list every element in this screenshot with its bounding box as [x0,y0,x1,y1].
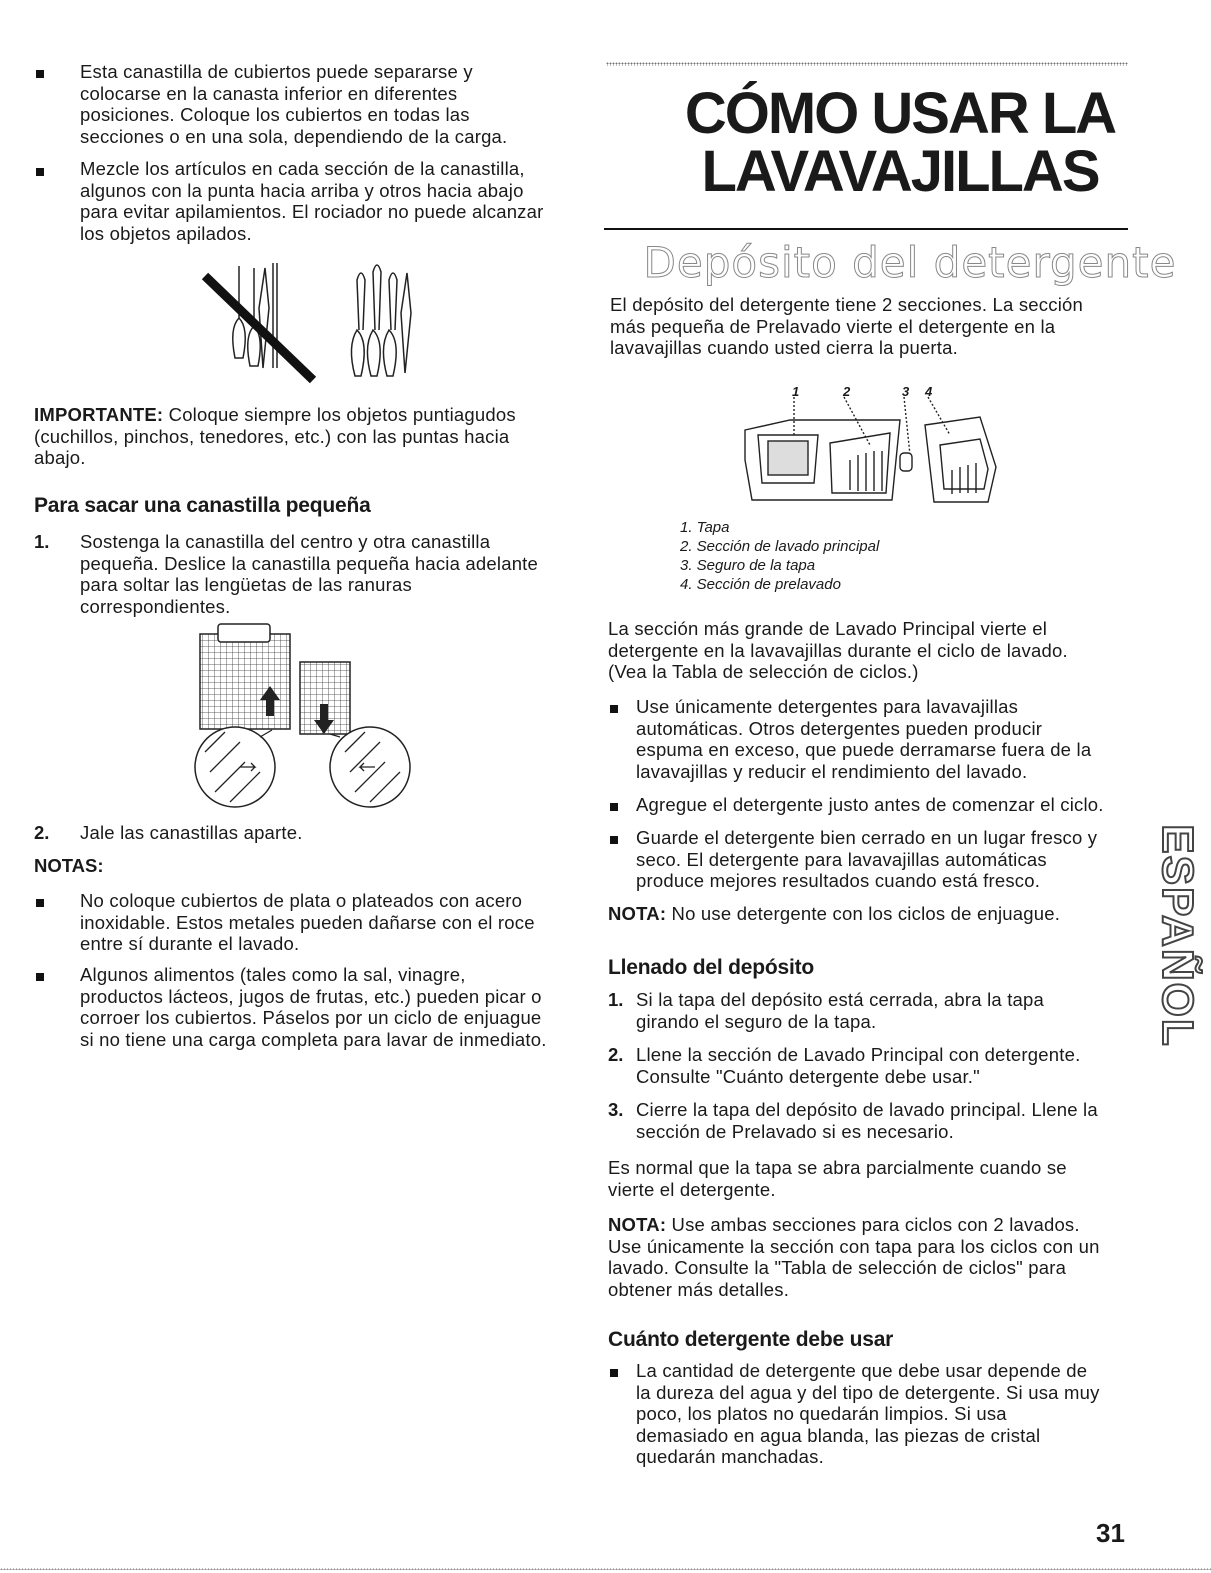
basket-illustration [190,622,420,812]
step-text: Si la tapa del depósito está cerrada, abra la tapa girando el seguro de la tapa. [636,989,1045,1032]
callout-3: 3 [902,384,910,399]
step-number: 3. [608,1099,624,1120]
heading-detergent-amount: Cuánto detergente debe usar [608,1328,894,1351]
top-dotted-rule [606,62,1128,66]
bottom-dotted-rule [0,1568,1211,1570]
title-rule [604,228,1128,230]
note-rinse: NOTA: No use detergente con los ciclos de enjuague. [608,903,1061,924]
callout-4: 4 [925,384,933,399]
bullet-marker [36,899,44,907]
bullet-text: Agregue el detergente justo antes de comenzar el ciclo. [636,794,1104,815]
page-title-line2: LAVAVAJILLAS [701,139,1099,204]
step-number: 2. [608,1044,624,1065]
bullet-marker [36,973,44,981]
page-number: 31 [1096,1518,1125,1548]
step-number: 2. [34,822,50,843]
note-text: No coloque cubiertos de plata o plateados con acero inoxidable. Estos metales pueden dañarse con el roce entre sí durante el lavado. [80,890,535,954]
bullet-text: Mezcle los artículos en cada sección de la canastilla, algunos con la punta hacia arriba y otros hacia abajo para evitar apilamientos. El rociador no puede alcanzar los objetos apilados. [80,158,544,244]
bullet-marker [610,836,618,844]
section-title: Depósito del detergente [643,238,1177,287]
bullet-marker [36,168,44,176]
step-text: Llene la sección de Lavado Principal con detergente. Consulte "Cuánto detergente debe usar." [636,1044,1081,1087]
callout-2: 2 [843,384,851,399]
callout-1: 1 [792,384,800,399]
cutlery-illustration [195,258,425,388]
step-number: 1. [608,989,624,1010]
bullet-marker [36,70,44,78]
bullet-marker [610,803,618,811]
caption-list: 1. Tapa 2. Sección de lavado principal 3. Seguro de la tapa 4. Sección de prelavado [680,519,880,593]
notes-heading: NOTAS: [34,855,104,876]
intro-text: El depósito del detergente tiene 2 secciones. La sección más pequeña de Prelavado vierte el detergente en la lavavajillas cuando usted cierra la puerta. [610,294,1083,358]
note-two-washes: NOTA: Use ambas secciones para ciclos con 2 lavados. Use únicamente la sección con tapa para los ciclos con un lavado. Consulte la "Tabla de selección de ciclos" para obtener más detalles. [608,1214,1100,1300]
bullet-marker [610,1369,618,1377]
step-number: 1. [34,531,50,552]
heading-fill-dispenser: Llenado del depósito [608,956,815,979]
bullet-text: Guarde el detergente bien cerrado en un lugar fresco y seco. El detergente para lavavajillas automáticas produce mejores resultados cuando está fresco. [636,827,1098,891]
normal-text: Es normal que la tapa se abra parcialmente cuando se vierte el detergente. [608,1157,1067,1200]
bullet-text: Use únicamente detergentes para lavavajillas automáticas. Otros detergentes pueden producir espuma en exceso, que puede derramarse fuera de la lavavajillas y reducir el rendimiento del lavado. [636,696,1092,782]
main-wash-text: La sección más grande de Lavado Principal vierte el detergente en la lavavajillas durante el ciclo de lavado. (Vea la Tabla de selección de ciclos.) [608,618,1068,682]
page-title-line1: CÓMO USAR LA [684,81,1116,146]
heading-remove-basket: Para sacar una canastilla pequeña [34,494,371,517]
important-note: IMPORTANTE: Coloque siempre los objetos puntiagudos (cuchillos, pinchos, tenedores, etc.) con las puntas hacia abajo. [34,404,516,468]
step-text: Jale las canastillas aparte. [80,822,303,843]
step-text: Cierre la tapa del depósito de lavado principal. Llene la sección de Prelavado si es necesario. [636,1099,1098,1142]
step-text: Sostenga la canastilla del centro y otra canastilla pequeña. Deslice la canastilla pequeña hacia adelante para soltar las lengüetas de las ranuras correspondientes. [80,531,539,617]
dispenser-diagram [740,395,1000,505]
bullet-text: La cantidad de detergente que debe usar depende de la dureza del agua y del tipo de detergente. Si usa muy poco, los platos no quedarán limpios. Si usa demasiado en agua blanda, las piezas de cristal quedarán manchadas. [636,1360,1100,1467]
bullet-text: Esta canastilla de cubiertos puede separarse y colocarse en la canasta inferior en diferentes posiciones. Coloque los cubiertos en todas las secciones o en una sola, dependiendo de la carga. [80,61,508,147]
bullet-marker [610,705,618,713]
note-text: Algunos alimentos (tales como la sal, vinagre, productos lácteos, jugos de frutas, etc.) pueden picar o corroer los cubiertos. Páselos por un ciclo de enjuague si no tiene una carga completa para lavar de inmediato. [80,964,547,1050]
language-side-tab: ESPAÑOL [1153,824,1202,1048]
